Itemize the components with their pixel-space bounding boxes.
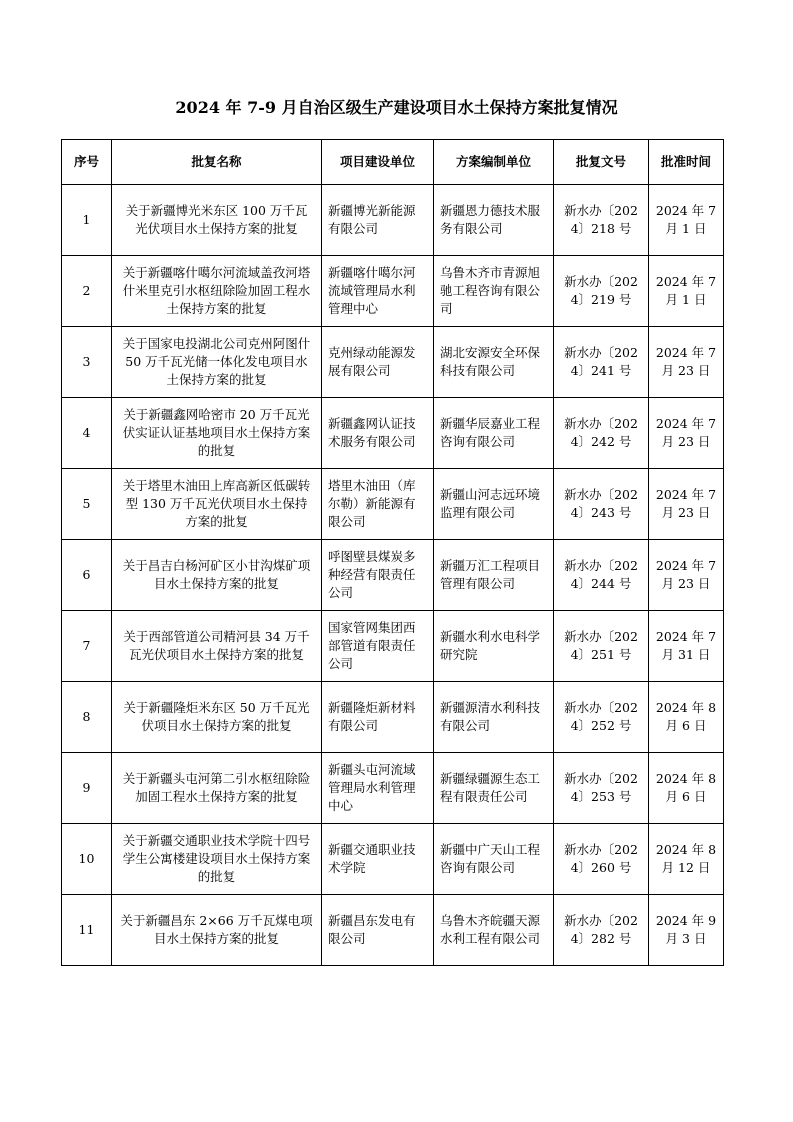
cell-approval-date: 2024 年 7 月 1 日 xyxy=(649,185,724,256)
cell-name: 关于新疆交通职业技术学院十四号学生公寓楼建设项目水土保持方案的批复 xyxy=(112,824,322,895)
table-row xyxy=(62,398,724,469)
cell-name: 关于国家电投湖北公司克州阿图什 50 万千瓦光储一体化发电项目水土保持方案的批复 xyxy=(112,327,322,398)
table-row xyxy=(62,469,724,540)
cell-no: 8 xyxy=(62,682,112,753)
cell-builder: 克州绿动能源发展有限公司 xyxy=(322,327,434,398)
cell-approval-date: 2024 年 7 月 23 日 xyxy=(649,540,724,611)
cell-builder: 塔里木油田（库尔勒）新能源有限公司 xyxy=(322,469,434,540)
cell-approval-date: 2024 年 8 月 6 日 xyxy=(649,753,724,824)
cell-doc-number: 新水办〔2024〕251 号 xyxy=(554,611,649,682)
table-row xyxy=(62,753,724,824)
cell-builder: 新疆隆炬新材料有限公司 xyxy=(322,682,434,753)
cell-builder: 国家管网集团西部管道有限责任公司 xyxy=(322,611,434,682)
cell-no: 9 xyxy=(62,753,112,824)
cell-doc-number: 新水办〔2024〕218 号 xyxy=(554,185,649,256)
cell-builder: 新疆喀什噶尔河流域管理局水利管理中心 xyxy=(322,256,434,327)
table-header-row xyxy=(62,140,724,185)
cell-builder: 新疆博光新能源有限公司 xyxy=(322,185,434,256)
cell-no: 5 xyxy=(62,469,112,540)
page-title: 2024 年 7-9 月自治区级生产建设项目水土保持方案批复情况 xyxy=(175,98,618,117)
cell-doc-number: 新水办〔2024〕241 号 xyxy=(554,327,649,398)
cell-builder: 新疆交通职业技术学院 xyxy=(322,824,434,895)
cell-compiler: 新疆源清水利科技有限公司 xyxy=(434,682,554,753)
cell-compiler: 新疆华辰嘉业工程咨询有限公司 xyxy=(434,398,554,469)
cell-doc-number: 新水办〔2024〕244 号 xyxy=(554,540,649,611)
header-approval-date: 批准时间 xyxy=(649,140,724,185)
table-row xyxy=(62,824,724,895)
header-compiler: 方案编制单位 xyxy=(434,140,554,185)
cell-name: 关于新疆鑫网哈密市 20 万千瓦光伏实证认证基地项目水土保持方案的批复 xyxy=(112,398,322,469)
header-builder: 项目建设单位 xyxy=(322,140,434,185)
cell-approval-date: 2024 年 8 月 12 日 xyxy=(649,824,724,895)
cell-no: 3 xyxy=(62,327,112,398)
cell-compiler: 乌鲁木齐市青源旭驰工程咨询有限公司 xyxy=(434,256,554,327)
cell-doc-number: 新水办〔2024〕282 号 xyxy=(554,895,649,966)
table-row xyxy=(62,185,724,256)
table-row xyxy=(62,682,724,753)
cell-name: 关于新疆隆炬米东区 50 万千瓦光伏项目水土保持方案的批复 xyxy=(112,682,322,753)
cell-name: 关于新疆头屯河第二引水枢纽除险加固工程水土保持方案的批复 xyxy=(112,753,322,824)
cell-name: 关于新疆喀什噶尔河流域盖孜河塔什米里克引水枢纽除险加固工程水土保持方案的批复 xyxy=(112,256,322,327)
cell-builder: 新疆鑫网认证技术服务有限公司 xyxy=(322,398,434,469)
cell-compiler: 新疆山河志远环境监理有限公司 xyxy=(434,469,554,540)
cell-compiler: 新疆恩力德技术服务有限公司 xyxy=(434,185,554,256)
table-row xyxy=(62,895,724,966)
cell-builder: 呼图壁县煤炭多种经营有限责任公司 xyxy=(322,540,434,611)
header-name: 批复名称 xyxy=(112,140,322,185)
cell-builder: 新疆昌东发电有限公司 xyxy=(322,895,434,966)
cell-builder: 新疆头屯河流域管理局水利管理中心 xyxy=(322,753,434,824)
cell-compiler: 新疆绿疆源生态工程有限责任公司 xyxy=(434,753,554,824)
cell-approval-date: 2024 年 7 月 23 日 xyxy=(649,327,724,398)
cell-compiler: 新疆中广天山工程咨询有限公司 xyxy=(434,824,554,895)
cell-no: 7 xyxy=(62,611,112,682)
cell-name: 关于昌吉白杨河矿区小甘沟煤矿项目水土保持方案的批复 xyxy=(112,540,322,611)
cell-compiler: 乌鲁木齐皖疆天源水利工程有限公司 xyxy=(434,895,554,966)
cell-approval-date: 2024 年 7 月 23 日 xyxy=(649,469,724,540)
cell-no: 2 xyxy=(62,256,112,327)
table-row xyxy=(62,611,724,682)
header-doc-number: 批复文号 xyxy=(554,140,649,185)
cell-no: 6 xyxy=(62,540,112,611)
cell-no: 4 xyxy=(62,398,112,469)
table-row xyxy=(62,540,724,611)
cell-name: 关于新疆博光米东区 100 万千瓦光伏项目水土保持方案的批复 xyxy=(112,185,322,256)
cell-compiler: 新疆万汇工程项目管理有限公司 xyxy=(434,540,554,611)
cell-doc-number: 新水办〔2024〕242 号 xyxy=(554,398,649,469)
table-row xyxy=(62,256,724,327)
cell-doc-number: 新水办〔2024〕260 号 xyxy=(554,824,649,895)
cell-approval-date: 2024 年 7 月 1 日 xyxy=(649,256,724,327)
cell-no: 10 xyxy=(62,824,112,895)
cell-doc-number: 新水办〔2024〕253 号 xyxy=(554,753,649,824)
cell-name: 关于西部管道公司精河县 34 万千瓦光伏项目水土保持方案的批复 xyxy=(112,611,322,682)
cell-doc-number: 新水办〔2024〕243 号 xyxy=(554,469,649,540)
cell-approval-date: 2024 年 8 月 6 日 xyxy=(649,682,724,753)
cell-no: 1 xyxy=(62,185,112,256)
cell-doc-number: 新水办〔2024〕252 号 xyxy=(554,682,649,753)
header-no: 序号 xyxy=(62,140,112,185)
cell-no: 11 xyxy=(62,895,112,966)
cell-compiler: 湖北安源安全环保科技有限公司 xyxy=(434,327,554,398)
cell-approval-date: 2024 年 7 月 31 日 xyxy=(649,611,724,682)
cell-approval-date: 2024 年 7 月 23 日 xyxy=(649,398,724,469)
cell-compiler: 新疆水利水电科学研究院 xyxy=(434,611,554,682)
cell-name: 关于塔里木油田上库高新区低碳转型 130 万千瓦光伏项目水土保持方案的批复 xyxy=(112,469,322,540)
table-row xyxy=(62,327,724,398)
cell-approval-date: 2024 年 9 月 3 日 xyxy=(649,895,724,966)
cell-doc-number: 新水办〔2024〕219 号 xyxy=(554,256,649,327)
approval-table xyxy=(61,139,724,966)
cell-name: 关于新疆昌东 2×66 万千瓦煤电项目水土保持方案的批复 xyxy=(112,895,322,966)
